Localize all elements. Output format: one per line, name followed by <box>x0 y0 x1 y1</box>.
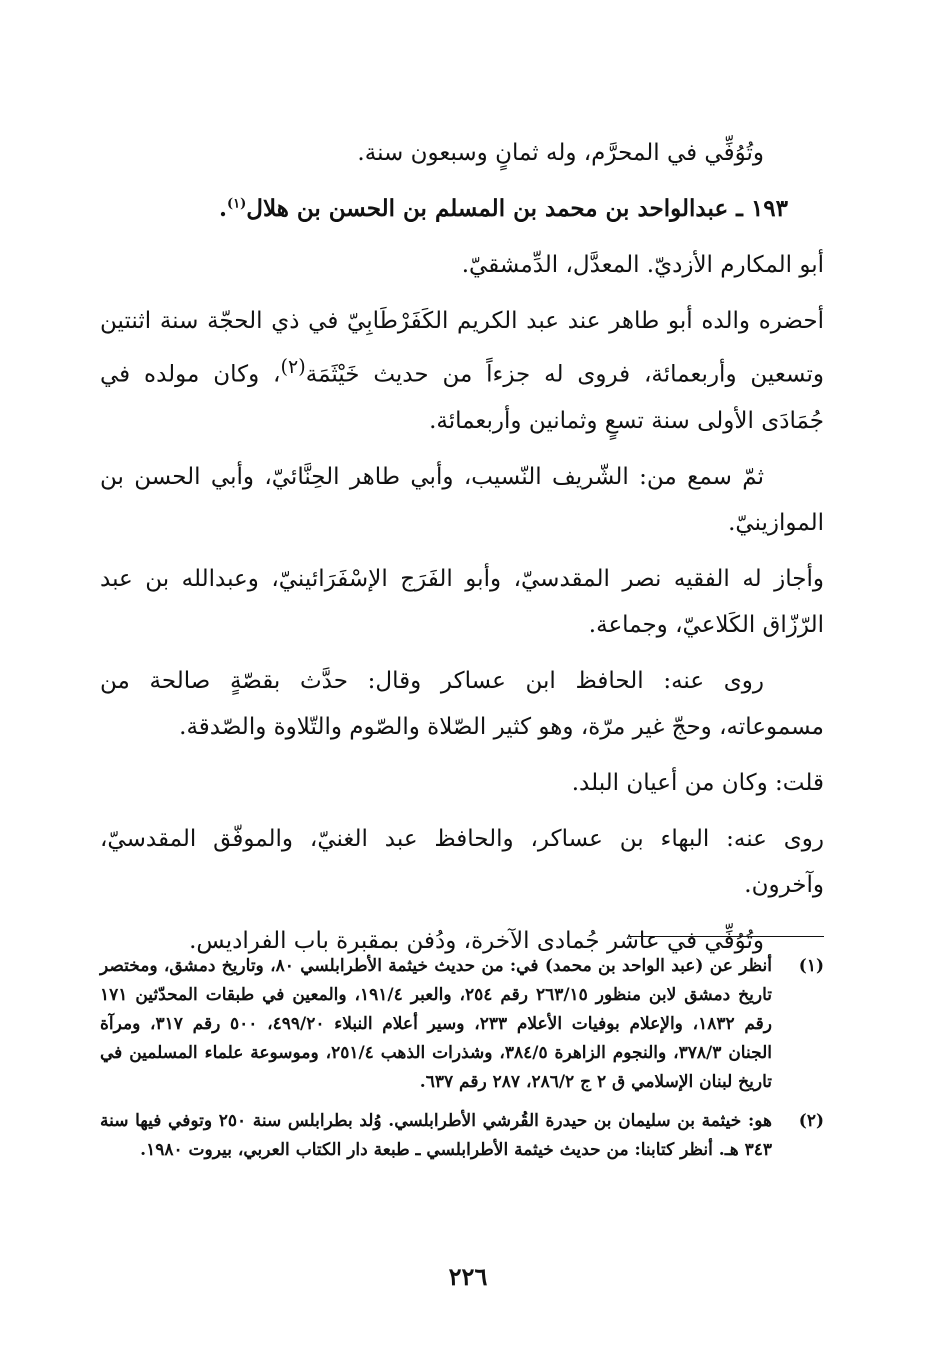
footnote-ref: (٢) <box>280 355 306 378</box>
entry-heading <box>100 186 824 232</box>
paragraph <box>100 298 824 444</box>
footnotes <box>100 952 824 1175</box>
footnote-text: أنظر عن (عبد الواحد بن محمد) في: من حديث خيثمة الأطرابلسي ٨٠، وتاريخ دمشق، ومختصر تاريخ دمشق لابن منظور ٢٦٣/١٥ رقم ٢٥٤، والعبر ١٩١/٤، والمعين في طبقات المحدّثين ١٧١ رقم ١٨٣٢، والإعلام بوفيات الأعلام ٢٣٣، وسير أعلام النبلاء ٤٩٩/٢٠، ٥٠٠ رقم ٣١٧، ومرآة الجنان ٣٧٨/٣، والنجوم الزاهرة ٣٨٤/٥، وشذرات الذهب ٢٥١/٤، وموسوعة علماء المسلمين في تاريخ لبنان الإسلامي ق ٢ ج ٢٨٦/٢، ٢٨٧ رقم ٦٣٧. <box>100 956 773 1092</box>
footnote <box>100 952 824 1097</box>
page-number: ٢٢٦ <box>448 1262 488 1291</box>
paragraph: وتُوُفِّي في عاشر جُمادى الآخرة، ودُفن بمقبرة باب الفراديس. <box>189 927 764 954</box>
footnote-number: (٢) <box>798 1111 824 1131</box>
paragraph: وتُوُفِّي في المحرَّم، وله ثمانٍ وسبعون سنة. <box>357 140 764 166</box>
paragraph: قلت: وكان من أعيان البلد. <box>571 769 824 796</box>
paragraph: روى عنه: البهاء بن عساكر، والحافظ عبد الغنيّ، والموفّق المقدسيّ، وآخرون. <box>100 825 824 898</box>
paragraph: أبو المكارم الأزديّ. المعدَّل، الدِّمشقيّ. <box>461 252 824 278</box>
main-text <box>100 130 824 974</box>
entry-name: ـ عبدالواحد بن محمد بن المسلم بن الحسن بن هلال <box>246 195 743 222</box>
footnote-text: هو: خيثمة بن سليمان بن حيدرة القُرشي الأطرابلسي. وُلد بطرابلس سنة ٢٥٠ وتوفي فيها سنة ٣٤٣ هـ. أنظر كتابنا: من حديث خيثمة الأطرابلسي ـ طبعة دار الكتاب العربي، بيروت ١٩٨٠. <box>100 1111 772 1160</box>
footnote-separator <box>628 936 824 937</box>
paragraph: وأجاز له الفقيه نصر المقدسيّ، وأبو الفَرَج الإسْفَرَائينيّ، وعبدالله بن عبد الرّزّاق الكَلاعيّ، وجماعة. <box>100 565 824 638</box>
entry-number: ١٩٣ <box>750 195 788 222</box>
footnote-number: (١) <box>798 956 824 976</box>
footnote <box>100 1107 824 1165</box>
paragraph-text: ، وكان مولده في جُمَادَى الأولى سنة تسعٍ وثمانين وأربعمائة. <box>100 361 824 434</box>
entry-period: . <box>218 195 227 222</box>
paragraph-text: أحضره والده أبو طاهر عند عبد الكريم الكَفَرْطَابِيّ في ذي الحجّة سنة اثنتين وتسعين وأربعمائة، فروى له جزءاً من حديث خَيْثَمَة <box>100 308 824 388</box>
paragraph: ثمّ سمع من: الشّريف النّسيب، وأبي طاهر الحِنَّائيّ، وأبي الحسن بن الموازينيّ. <box>100 463 824 536</box>
paragraph: روى عنه: الحافظ ابن عساكر وقال: حدَّث بقصّةٍ صالحة من مسموعاته، وحجّ غير مرّة، وهو كثير الصّلاة والصّوم والتّلاوة والصّدقة. <box>100 667 824 740</box>
footnote-ref: (١) <box>226 196 247 212</box>
